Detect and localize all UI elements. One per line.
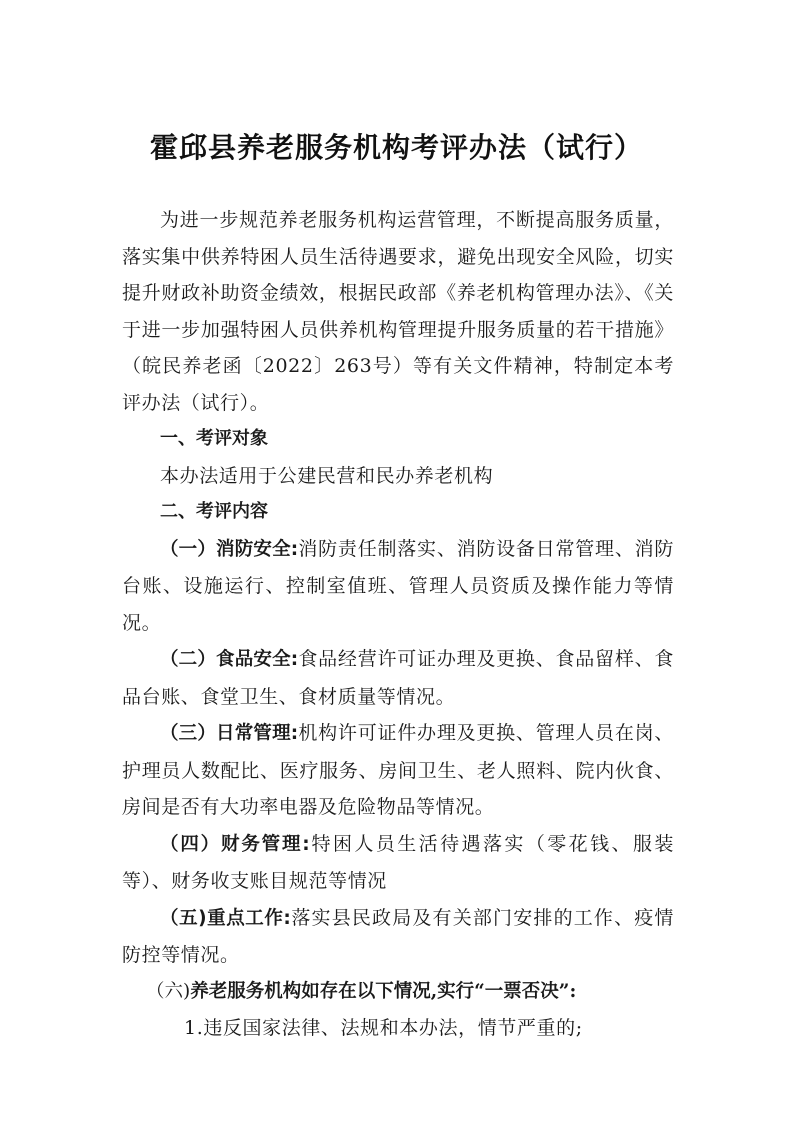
content-item-fire-safety [122, 531, 674, 642]
item-label: （一）消防安全: [160, 538, 299, 560]
document-body [122, 202, 674, 1047]
veto-item: 1.违反国家法律、法规和本办法，情节严重的; [184, 1017, 583, 1039]
item-label: （四）财务管理: [160, 833, 310, 855]
veto-paren: （六) [146, 980, 191, 1002]
document-title: 霍邱县养老服务机构考评办法（试行） [149, 131, 643, 164]
item-text: 食品经营许可证办理及更换、食品留样、食品台账、食堂卫生、食材质量等情况。 [122, 648, 674, 708]
veto-text: 养老服务机构如存在以下情况,实行“一票否决”: [190, 980, 577, 1002]
section-heading-evaluation-target: 一、考评对象 [160, 428, 268, 449]
item-text: 消防责任制落实、消防设备日常管理、消防台账、设施运行、控制室值班、管理人员资质及操作能力等情况。 [122, 537, 674, 634]
content-item-food-safety [122, 641, 674, 715]
section-text-evaluation-target: 本办法适用于公建民营和民办养老机构 [160, 464, 494, 487]
content-item-daily-management [122, 715, 674, 826]
section-heading-evaluation-content: 二、考评内容 [160, 501, 268, 522]
item-text: 特困人员生活待遇落实（零花钱、服装等）、财务收支账目规范等情况 [122, 832, 674, 892]
content-item-key-work [122, 900, 674, 974]
veto-heading [122, 974, 674, 1011]
item-text: 落实县民政局及有关部门安排的工作、疫情防控等情况。 [122, 906, 674, 966]
item-label: （三）日常管理: [160, 723, 299, 744]
item-text: 机构许可证件办理及更换、管理人员在岗、护理员人数配比、医疗服务、房间卫生、老人照料、院内伙食、房间是否有大功率电器及危险物品等情况。 [122, 722, 674, 818]
item-label: （二）食品安全: [160, 649, 299, 670]
item-label: （五)重点工作: [160, 907, 291, 929]
content-item-financial-management [122, 826, 674, 900]
intro-paragraph: 为进一步规范养老服务机构运营管理，不断提高服务质量，落实集中供养特困人员生活待遇要求，避免出现安全风险，切实提升财政补助资金绩效，根据民政部《养老机构管理办法》、《关于进一步加强特困人员供养机构管理提升服务质量的若干措施》（皖民养老函〔2022〕263号）等有关文件精神，特制定本考评办法（试行）。 [122, 209, 674, 414]
